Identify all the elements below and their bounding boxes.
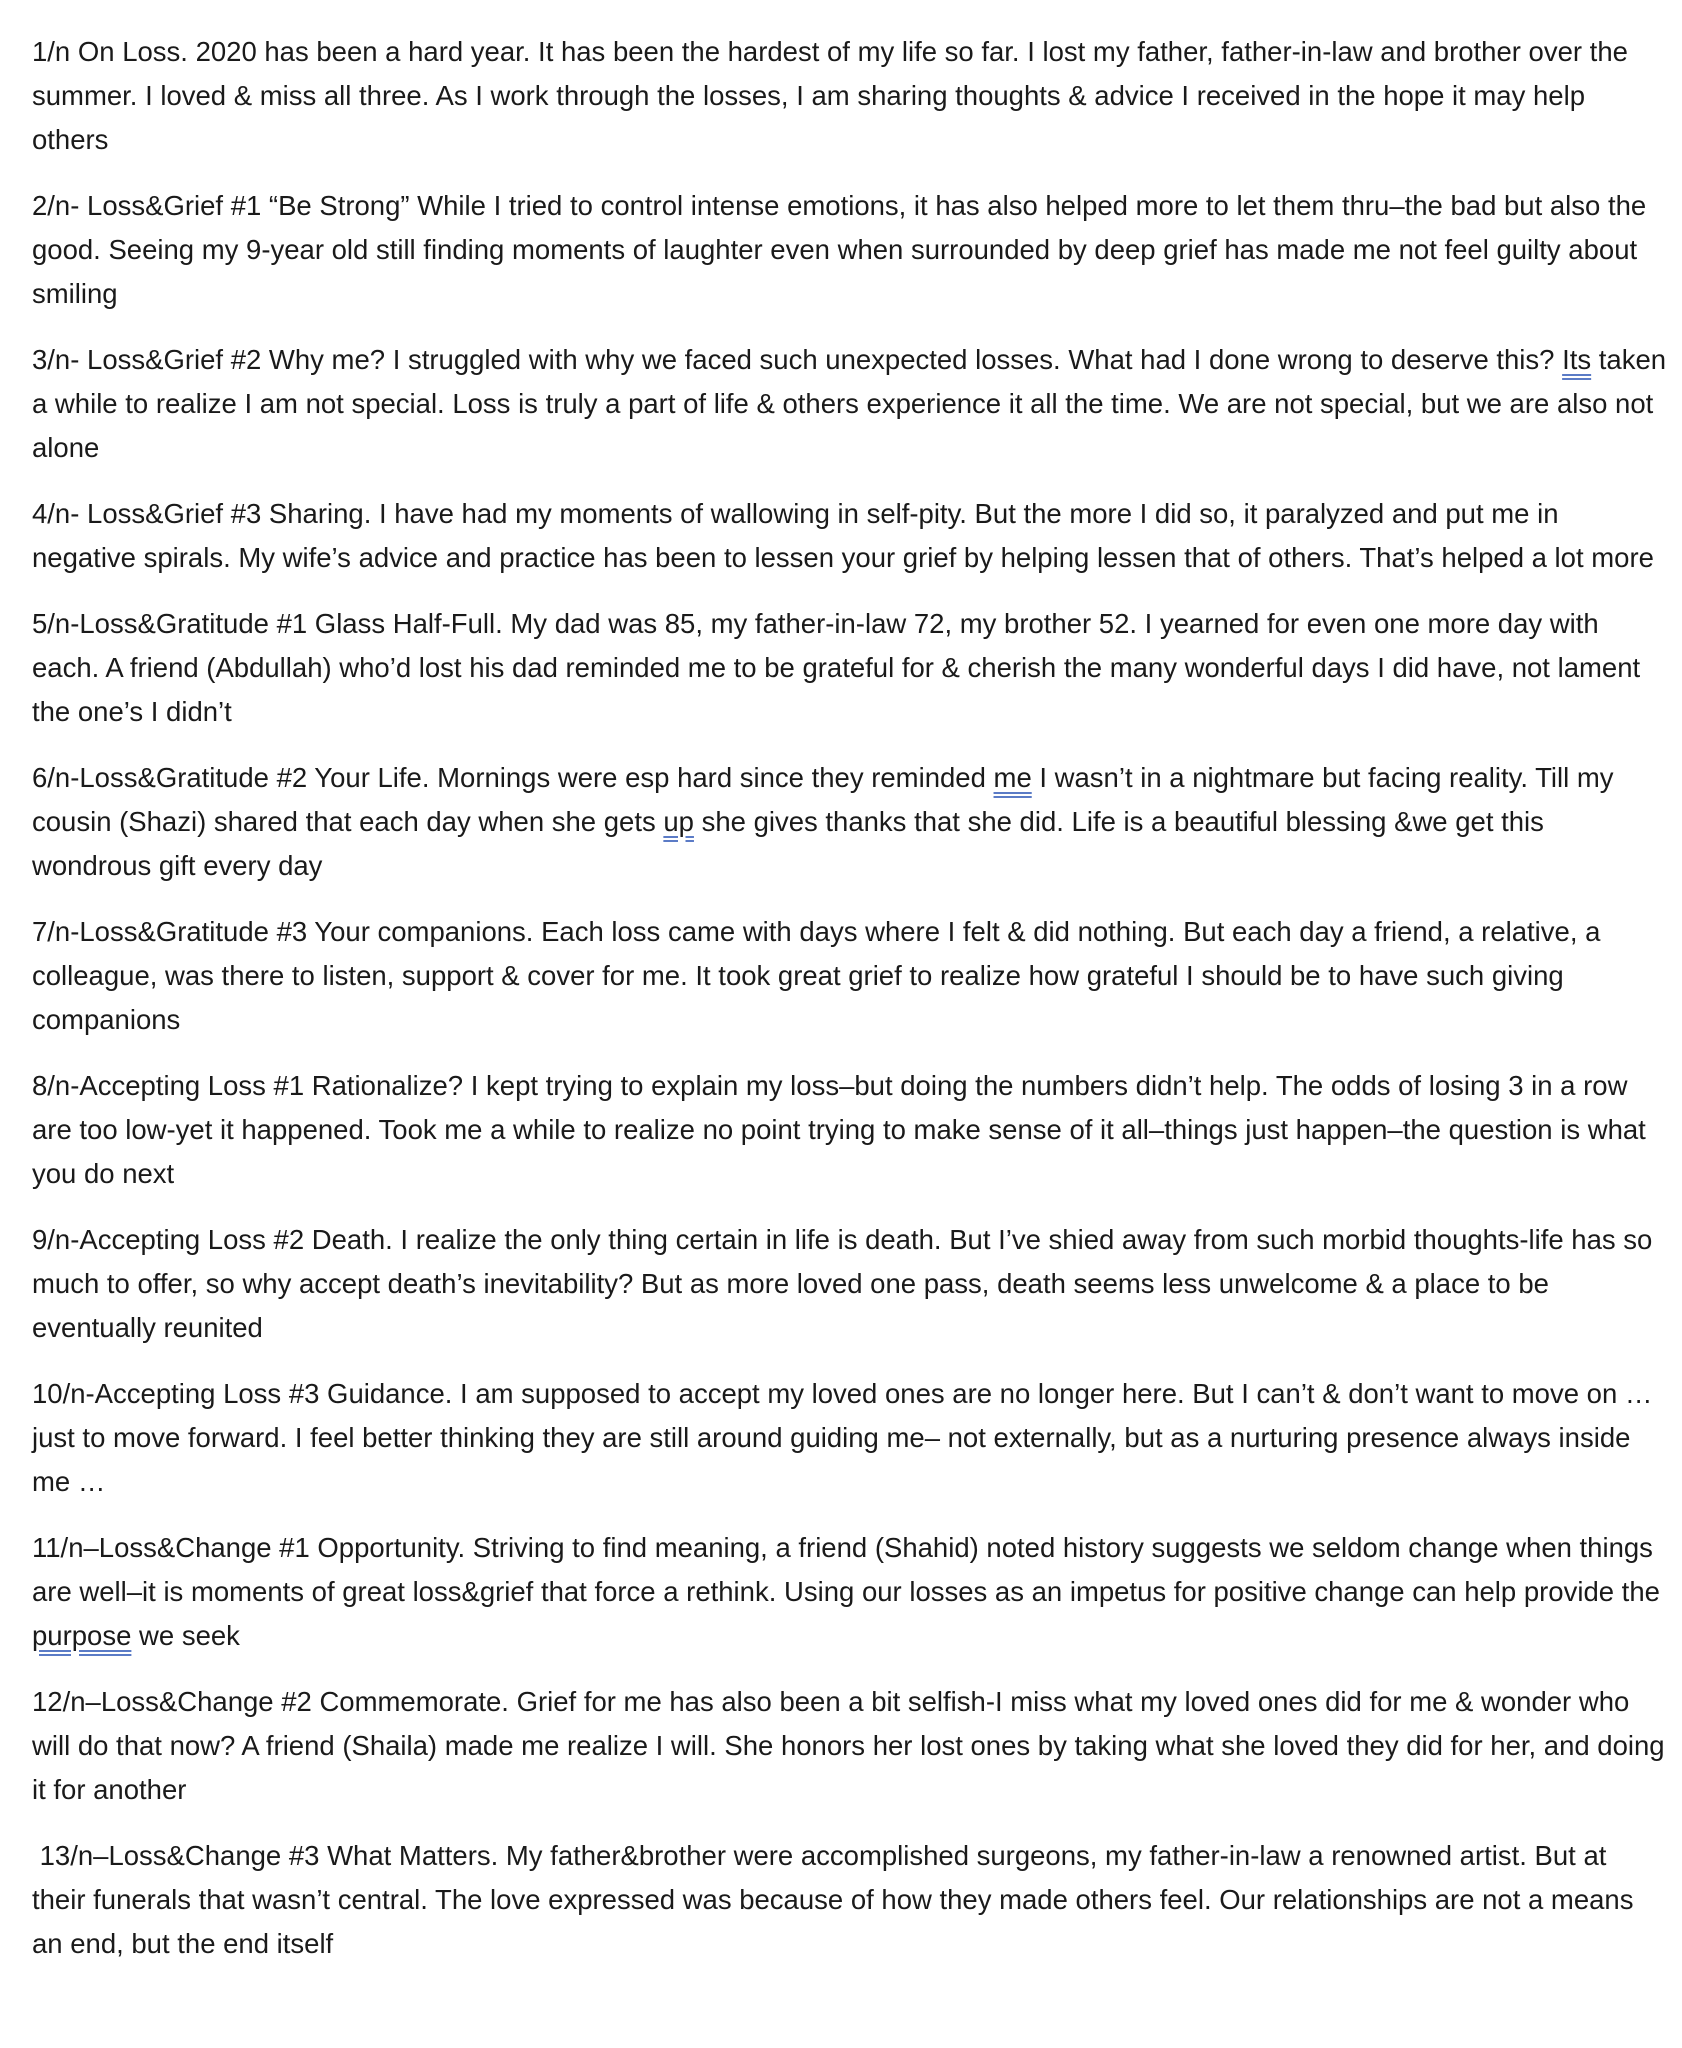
paragraph-2 <box>32 184 1667 316</box>
paragraph-11 <box>32 1526 1667 1658</box>
paragraph-text: 10/n-Accepting Loss #3 Guidance. I am supposed to accept my loved ones are no longer here. But I can’t & don’t want to move on … just to move forward. I feel better thinking they are still around guiding me– not externally, but as a nurturing presence always inside me … <box>32 1378 1661 1497</box>
paragraph-12 <box>32 1680 1673 1812</box>
paragraph-text: 8/n-Accepting Loss #1 Rationalize? I kept trying to explain my loss–but doing the numbers didn’t help. The odds of losing 3 in a row are too low-yet it happened. Took me a while to realize no point trying to make sense of it all–things just happen–the question is what you do next <box>32 1070 1654 1189</box>
paragraph-text: she gives thanks that she did. Life is a beautiful blessing &we get this wondrous gift every day <box>32 806 1552 881</box>
paragraph-text: 9/n-Accepting Loss #2 Death. I realize the only thing certain in life is death. But I’ve shied away from such morbid thoughts-life has so much to offer, so why accept death’s inevitability? But as more loved one pass, death seems less unwelcome & a place to be eventually reunited <box>32 1224 1660 1343</box>
paragraph-text: 11/n–Loss&Change #1 Opportunity. Striving to find meaning, a friend (Shahid) noted history suggests we seldom change when things are well–it is moments of great loss&grief that force a rethink. Using our losses as an impetus for positive change can help provide the <box>32 1532 1668 1607</box>
paragraph-text: 1/n On Loss. 2020 has been a hard year. It has been the hardest of my life so far. I lost my father, father-in-law and brother over the summer. I loved & miss all three. As I work through the losses, I am sharing thoughts & advice I received in the hope it may help others <box>32 36 1636 155</box>
grammar-flag-its[interactable]: Its <box>1562 344 1592 375</box>
paragraph-text: 2/n- Loss&Grief #1 “Be Strong” While I tried to control intense emotions, it has also helped more to let them thru–the bad but also the good. Seeing my 9-year old still finding moments of laughter even when surrounded by deep grief has made me not feel guilty about smiling <box>32 190 1654 309</box>
paragraph-4 <box>32 492 1667 580</box>
paragraph-text: 3/n- Loss&Grief #2 Why me? I struggled with why we faced such unexpected losses. What had I done wrong to deserve this? <box>32 344 1563 375</box>
paragraph-5 <box>32 602 1667 734</box>
paragraph-text: I wasn’t in a nightmare but facing reality. Till my cousin (Shazi) shared that each day when she gets <box>32 762 1622 837</box>
paragraph-text: 6/n-Loss&Gratitude #2 Your Life. Mornings were esp hard since they reminded <box>32 762 994 793</box>
paragraph-text: taken a while to realize I am not special. Loss is truly a part of life & others experience it all the time. We are not special, but we are also not alone <box>32 344 1674 463</box>
paragraph-9 <box>32 1218 1667 1350</box>
paragraph-8 <box>32 1064 1667 1196</box>
paragraph-3 <box>32 338 1674 470</box>
document-body <box>32 30 1674 1988</box>
paragraph-text: 13/n–Loss&Change #3 What Matters. My father&brother were accomplished surgeons, my father-in-law a renowned artist. But at their funerals that wasn’t central. The love expressed was because of how they made others feel. Our relationships are not a means an end, but the end itself <box>32 1840 1642 1959</box>
grammar-flag-up[interactable]: up <box>663 806 694 837</box>
grammar-flag-me[interactable]: me <box>993 762 1032 793</box>
paragraph-text: 7/n-Loss&Gratitude #3 Your companions. Each loss came with days where I felt & did nothing. But each day a friend, a relative, a colleague, was there to listen, support & cover for me. It took great grief to realize how grateful I should be to have such giving companions <box>32 916 1609 1035</box>
paragraph-1 <box>32 30 1667 162</box>
paragraph-text: 5/n-Loss&Gratitude #1 Glass Half-Full. My dad was 85, my father-in-law 72, my brother 52. I yearned for even one more day with each. A friend (Abdullah) who’d lost his dad reminded me to be grateful for & cherish the many wonderful days I did have, not lament the one’s I didn’t <box>32 608 1648 727</box>
paragraph-text: 12/n–Loss&Change #2 Commemorate. Grief for me has also been a bit selfish-I miss what my loved ones did for me & wonder who will do that now? A friend (Shaila) made me realize I will. She honors her lost ones by taking what she loved they did for her, and doing it for another <box>32 1686 1673 1805</box>
paragraph-text: 4/n- Loss&Grief #3 Sharing. I have had my moments of wallowing in self-pity. But the more I did so, it paralyzed and put me in negative spirals. My wife’s advice and practice has been to lessen your grief by helping lessen that of others. That’s helped a lot more <box>32 498 1654 573</box>
paragraph-7 <box>32 910 1667 1042</box>
paragraph-text: we seek <box>131 1620 240 1651</box>
grammar-flag-purpose[interactable]: purpose <box>32 1620 132 1651</box>
paragraph-6 <box>32 756 1667 888</box>
paragraph-10 <box>32 1372 1667 1504</box>
paragraph-13 <box>32 1834 1667 1966</box>
